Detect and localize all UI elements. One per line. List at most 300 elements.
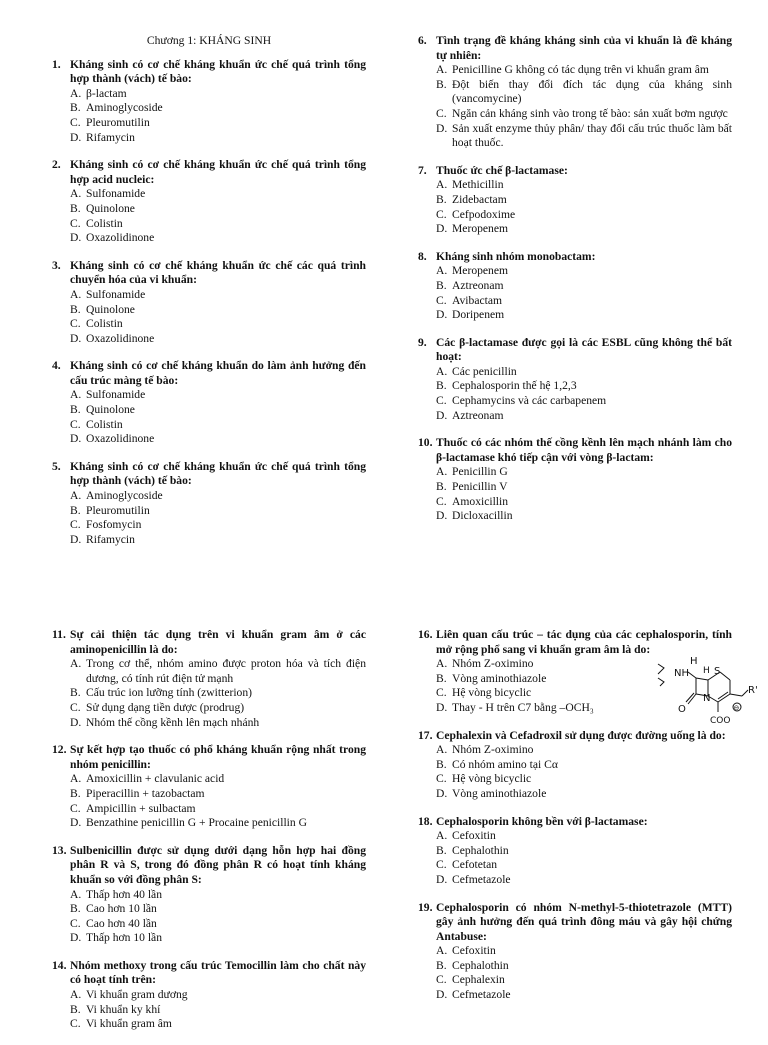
- option-text: Vòng aminothiazole: [452, 786, 547, 800]
- answer-option[interactable]: [436, 858, 732, 873]
- question-stem: [52, 460, 366, 489]
- option-list: [436, 465, 732, 523]
- option-letter: A.: [436, 743, 448, 757]
- answer-option[interactable]: [70, 403, 366, 418]
- answer-option[interactable]: [436, 829, 732, 844]
- option-letter: B.: [70, 503, 81, 517]
- option-text: Doripenem: [452, 308, 505, 322]
- question-text: Kháng sinh có cơ chế kháng khuẩn ức chế quá trình tổng hợp thành (vách) tế bào:: [70, 459, 366, 488]
- option-text: Aminoglycoside: [86, 101, 163, 115]
- answer-option[interactable]: [436, 758, 732, 773]
- question-text: Cephalosporin có nhóm N-methyl-5-thiotetrazole (MTT) gây ảnh hưởng đến quá trình đông máu và gây hội chứng Antabuse:: [436, 900, 732, 943]
- option-text: Cefmetazole: [452, 872, 511, 886]
- option-letter: D.: [70, 231, 82, 245]
- question-number: 18.: [418, 814, 433, 828]
- answer-option[interactable]: [436, 495, 732, 510]
- option-text: Pleuromutilin: [86, 115, 150, 129]
- answer-option[interactable]: [436, 844, 732, 859]
- option-text: Pleuromutilin: [86, 503, 150, 517]
- option-text: Vi khuẩn gram âm: [86, 1017, 172, 1031]
- answer-option[interactable]: [70, 931, 366, 946]
- option-letter: A.: [70, 657, 82, 671]
- option-text: Cephalosporin thế hệ 1,2,3: [452, 379, 577, 393]
- answer-option[interactable]: [70, 533, 366, 548]
- option-letter: A.: [436, 944, 448, 958]
- answer-option[interactable]: [436, 480, 732, 495]
- answer-option[interactable]: [70, 217, 366, 232]
- option-letter: C.: [70, 518, 81, 532]
- option-list: [436, 178, 732, 236]
- question-list: [52, 58, 366, 548]
- answer-option[interactable]: [436, 294, 732, 309]
- left-top-column: [52, 34, 366, 560]
- question-stem: [418, 815, 732, 830]
- right-top-column: [418, 34, 732, 537]
- answer-option[interactable]: [70, 231, 366, 246]
- option-text: Avibactam: [452, 293, 503, 307]
- question-item: [52, 158, 366, 246]
- option-text: Aminoglycoside: [86, 489, 163, 503]
- option-letter: D.: [436, 308, 448, 322]
- option-text: Aztreonam: [452, 408, 504, 422]
- option-letter: C.: [436, 207, 447, 221]
- answer-option[interactable]: [70, 303, 366, 318]
- option-letter: D.: [70, 931, 82, 945]
- option-text: Ampicillin + sulbactam: [86, 801, 196, 815]
- answer-option[interactable]: [70, 816, 366, 831]
- question-text: Tình trạng đề kháng kháng sinh của vi khuẩn là đề kháng tự nhiên:: [436, 34, 732, 62]
- answer-option[interactable]: [70, 518, 366, 533]
- question-item: [418, 250, 732, 323]
- answer-option[interactable]: [436, 509, 732, 524]
- option-text: Colistin: [86, 417, 123, 431]
- question-number: 13.: [52, 843, 67, 857]
- question-number: 4.: [52, 359, 61, 373]
- question-number: 12.: [52, 743, 67, 757]
- option-list: [70, 772, 366, 830]
- option-text: Các penicillin: [452, 364, 517, 378]
- question-stem: [418, 901, 732, 945]
- answer-option[interactable]: [70, 802, 366, 817]
- question-stem: [52, 359, 366, 388]
- question-number: 3.: [52, 258, 61, 272]
- answer-option[interactable]: [436, 365, 732, 380]
- question-text: Thuốc có các nhóm thế cồng kềnh lên mạch nhánh làm cho β-lactamase khó tiếp cận với vòng β-lactam:: [436, 436, 732, 464]
- answer-option[interactable]: [70, 388, 366, 403]
- option-text: Ngăn cản kháng sinh vào trong tế bào: sản xuất bơm ngược: [452, 106, 728, 120]
- answer-option[interactable]: [436, 78, 732, 107]
- answer-option[interactable]: [70, 87, 366, 102]
- answer-option[interactable]: [436, 63, 732, 78]
- option-text: Rifamycin: [86, 130, 135, 144]
- question-stem: [52, 259, 366, 288]
- question-item: [52, 359, 366, 447]
- option-letter: A.: [70, 187, 82, 201]
- option-text: Rifamycin: [86, 532, 135, 546]
- question-number: 19.: [418, 900, 433, 914]
- question-item: [418, 336, 732, 424]
- option-list: [70, 87, 366, 145]
- question-text: Kháng sinh có cơ chế kháng khuẩn ức chế quá trình tổng hợp acid nucleic:: [70, 158, 366, 186]
- option-letter: B.: [436, 480, 447, 494]
- option-text: Cefmetazole: [452, 988, 511, 1002]
- question-item: [418, 901, 732, 1003]
- answer-option[interactable]: [70, 988, 366, 1003]
- structure-label: O: [678, 704, 686, 715]
- option-letter: D.: [436, 872, 448, 886]
- answer-option[interactable]: [70, 1003, 366, 1018]
- answer-option[interactable]: [436, 122, 732, 151]
- answer-option[interactable]: [436, 988, 732, 1003]
- option-text: Cephalexin: [452, 973, 505, 987]
- option-letter: A.: [70, 388, 82, 402]
- answer-option[interactable]: [70, 432, 366, 447]
- question-stem: [52, 844, 366, 888]
- question-number: 10.: [418, 436, 433, 450]
- option-text: Cefoxitin: [452, 829, 496, 843]
- option-text: Sulfonamide: [86, 287, 146, 301]
- option-text: Đột biến thay đổi đích tác dụng của kháng sinh (vancomycine): [452, 77, 732, 106]
- question-number: 9.: [418, 335, 427, 349]
- question-number: 8.: [418, 249, 427, 263]
- option-letter: B.: [70, 403, 81, 417]
- option-letter: D.: [70, 532, 82, 546]
- option-letter: B.: [70, 902, 81, 916]
- answer-option[interactable]: [436, 394, 732, 409]
- question-number: 17.: [418, 728, 433, 742]
- question-item: [418, 815, 732, 888]
- answer-option[interactable]: [436, 787, 732, 802]
- question-item: [52, 743, 366, 831]
- answer-option[interactable]: [70, 902, 366, 917]
- answer-option[interactable]: [436, 308, 732, 323]
- option-list: [436, 264, 732, 322]
- answer-option[interactable]: [436, 873, 732, 888]
- option-text: Quinolone: [86, 201, 135, 215]
- option-letter: A.: [70, 887, 82, 901]
- question-stem: [418, 336, 732, 365]
- question-stem: [52, 628, 366, 657]
- option-list: [70, 388, 366, 446]
- option-letter: C.: [70, 417, 81, 431]
- answer-option[interactable]: [70, 787, 366, 802]
- answer-option[interactable]: [436, 264, 732, 279]
- option-letter: D.: [70, 432, 82, 446]
- question-text: Kháng sinh có cơ chế kháng khuẩn ức chế quá trình tổng hợp thành (vách) tế bào:: [70, 57, 366, 86]
- option-text: Thấp hơn 10 lần: [86, 931, 162, 945]
- option-letter: D.: [70, 331, 82, 345]
- option-list: [436, 743, 732, 801]
- option-text: Cefpodoxime: [452, 207, 516, 221]
- option-text: Vòng aminothiazole: [452, 671, 547, 685]
- answer-option[interactable]: [436, 409, 732, 424]
- option-text: Colistin: [86, 216, 123, 230]
- question-item: [52, 628, 366, 730]
- option-list: [70, 657, 366, 730]
- question-text: Sulbenicillin được sử dụng dưới dạng hỗn hợp hai đồng phân R và S, trong đó đồng phân R có hoạt tính kháng khuẩn so với đồng phân S:: [70, 843, 366, 886]
- option-letter: C.: [70, 700, 81, 714]
- answer-option[interactable]: [70, 317, 366, 332]
- option-letter: D.: [436, 786, 448, 800]
- option-text: Zidebactam: [452, 192, 507, 206]
- answer-option[interactable]: [436, 465, 732, 480]
- option-letter: A.: [70, 988, 82, 1002]
- option-text: Amoxicillin + clavulanic acid: [86, 772, 225, 786]
- option-text: Vi khuẩn ky khí: [86, 1002, 161, 1016]
- question-item: [418, 164, 732, 237]
- answer-option[interactable]: [436, 973, 732, 988]
- option-letter: A.: [70, 287, 82, 301]
- option-letter: A.: [436, 465, 448, 479]
- structure-label: H: [703, 666, 710, 676]
- option-text: β-lactam: [86, 86, 127, 100]
- question-stem: [52, 959, 366, 988]
- question-number: 14.: [52, 958, 67, 972]
- option-text: Thấp hơn 40 lần: [86, 887, 162, 901]
- question-item: [418, 729, 732, 802]
- option-letter: B.: [436, 278, 447, 292]
- structure-label: NH: [674, 668, 689, 679]
- option-text: Cephalothin: [452, 958, 509, 972]
- answer-option[interactable]: [436, 959, 732, 974]
- option-text: Methicillin: [452, 178, 504, 192]
- answer-option[interactable]: [70, 917, 366, 932]
- option-letter: D.: [436, 700, 448, 714]
- option-text: Oxazolidinone: [86, 432, 155, 446]
- option-text: Penicillin V: [452, 480, 508, 494]
- question-stem: [418, 436, 732, 465]
- answer-option[interactable]: [70, 288, 366, 303]
- answer-option[interactable]: [436, 743, 732, 758]
- question-number: 1.: [52, 57, 61, 71]
- option-text: Colistin: [86, 317, 123, 331]
- question-text: Liên quan cấu trúc – tác dụng của các cephalosporin, tính mở rộng phổ sang vi khuẩn gram âm là do:: [436, 628, 732, 656]
- answer-option[interactable]: [70, 716, 366, 731]
- option-letter: A.: [70, 772, 82, 786]
- option-letter: D.: [436, 408, 448, 422]
- option-letter: A.: [436, 63, 448, 77]
- question-text: Thuốc ức chế β-lactamase:: [436, 163, 568, 177]
- option-letter: D.: [436, 121, 448, 135]
- option-letter: D.: [436, 222, 448, 236]
- answer-option[interactable]: [70, 116, 366, 131]
- option-letter: C.: [70, 1017, 81, 1031]
- question-item: [52, 844, 366, 946]
- option-letter: B.: [436, 958, 447, 972]
- structure-label: R': [748, 685, 758, 696]
- option-text: Thay - H trên C7 bằng –OCH₃: [452, 700, 594, 714]
- question-list: [52, 628, 366, 1032]
- option-letter: A.: [436, 657, 448, 671]
- option-list: [70, 187, 366, 245]
- option-letter: B.: [70, 786, 81, 800]
- question-text: Sự kết hợp tạo thuốc có phổ kháng khuẩn rộng nhất trong nhóm penicillin:: [70, 743, 366, 771]
- question-item: [52, 259, 366, 347]
- question-stem: [418, 250, 732, 265]
- option-list: [436, 365, 732, 423]
- option-text: Cefotetan: [452, 858, 498, 872]
- option-letter: B.: [70, 1002, 81, 1016]
- option-text: Sulfonamide: [86, 388, 146, 402]
- option-text: Meropenem: [452, 264, 509, 278]
- answer-option[interactable]: [70, 686, 366, 701]
- answer-option[interactable]: [70, 101, 366, 116]
- option-letter: A.: [70, 489, 82, 503]
- question-text: Sự cải thiện tác dụng trên vi khuẩn gram âm ở các aminopenicillin là do:: [70, 628, 366, 656]
- option-letter: D.: [70, 715, 82, 729]
- question-text: Kháng sinh có cơ chế kháng khuẩn do làm ảnh hưởng đến cấu trúc màng tế bào:: [70, 359, 366, 387]
- answer-option[interactable]: [70, 131, 366, 146]
- question-list: [418, 34, 732, 524]
- option-text: Trong cơ thể, nhóm amino được proton hóa và tích điện dương, có tính rút điện tử mạnh: [86, 657, 366, 685]
- answer-option[interactable]: [70, 701, 366, 716]
- answer-option[interactable]: [436, 178, 732, 193]
- option-text: Cefoxitin: [452, 944, 496, 958]
- option-text: Hệ vòng bicyclic: [452, 772, 532, 786]
- option-text: Quinolone: [86, 302, 135, 316]
- option-list: [436, 63, 732, 151]
- question-number: 6.: [418, 34, 427, 47]
- question-stem: [418, 164, 732, 179]
- option-text: Nhóm Z-oximino: [452, 657, 534, 671]
- option-list: [70, 489, 366, 547]
- answer-option[interactable]: [70, 657, 366, 686]
- structure-label: N: [703, 693, 711, 704]
- question-number: 11.: [52, 628, 66, 641]
- answer-option[interactable]: [436, 208, 732, 223]
- option-text: Meropenem: [452, 222, 509, 236]
- option-text: Oxazolidinone: [86, 231, 155, 245]
- option-letter: B.: [70, 101, 81, 115]
- question-text: Cephalexin và Cefadroxil sử dụng được đường uống là do:: [436, 728, 726, 742]
- option-letter: C.: [436, 772, 447, 786]
- option-letter: B.: [436, 757, 447, 771]
- question-number: 2.: [52, 158, 61, 172]
- option-letter: C.: [436, 973, 447, 987]
- option-text: Cephamycins và các carbapenem: [452, 394, 607, 408]
- answer-option[interactable]: [70, 187, 366, 202]
- answer-option[interactable]: [70, 202, 366, 217]
- option-text: Piperacillin + tazobactam: [86, 786, 205, 800]
- option-text: Amoxicillin: [452, 494, 509, 508]
- option-letter: D.: [70, 130, 82, 144]
- answer-option[interactable]: [70, 1017, 366, 1032]
- option-text: Vi khuẩn gram dương: [86, 988, 188, 1002]
- option-text: Oxazolidinone: [86, 331, 155, 345]
- answer-option[interactable]: [436, 279, 732, 294]
- question-item: [418, 34, 732, 151]
- answer-option[interactable]: [70, 772, 366, 787]
- answer-option[interactable]: [436, 193, 732, 208]
- option-text: Cephalothin: [452, 843, 509, 857]
- answer-option[interactable]: [70, 888, 366, 903]
- option-list: [70, 988, 366, 1032]
- option-letter: C.: [70, 115, 81, 129]
- option-text: Benzathine penicillin G + Procaine penicillin G: [86, 816, 307, 830]
- answer-option[interactable]: [70, 418, 366, 433]
- question-stem: [52, 158, 366, 187]
- option-letter: B.: [70, 302, 81, 316]
- option-letter: B.: [70, 686, 81, 700]
- question-text: Các β-lactamase được gọi là các ESBL cũng không thể bất hoạt:: [436, 335, 732, 364]
- answer-option[interactable]: [436, 379, 732, 394]
- option-letter: C.: [70, 216, 81, 230]
- answer-option[interactable]: [436, 222, 732, 237]
- option-text: Fosfomycin: [86, 518, 142, 532]
- question-number: 16.: [418, 628, 433, 641]
- option-letter: B.: [436, 77, 447, 91]
- option-letter: A.: [436, 364, 448, 378]
- structure-label: H: [690, 656, 698, 667]
- option-letter: D.: [436, 988, 448, 1002]
- answer-option[interactable]: [70, 489, 366, 504]
- option-text: Hệ vòng bicyclic: [452, 686, 532, 700]
- option-letter: D.: [70, 816, 82, 830]
- option-letter: D.: [436, 509, 448, 523]
- question-text: Kháng sinh có cơ chế kháng khuẩn ức chế các quá trình chuyển hóa của vi khuẩn:: [70, 258, 366, 287]
- option-letter: B.: [436, 379, 447, 393]
- question-text: Cephalosporin không bền với β-lactamase:: [436, 814, 648, 828]
- option-letter: A.: [436, 178, 448, 192]
- option-text: Nhóm Z-oximino: [452, 743, 534, 757]
- question-item: [52, 959, 366, 1032]
- option-letter: B.: [436, 192, 447, 206]
- question-item: [418, 436, 732, 524]
- option-letter: B.: [436, 843, 447, 857]
- cephalosporin-structure-image: [648, 652, 760, 726]
- option-letter: A.: [436, 264, 448, 278]
- answer-option[interactable]: [70, 332, 366, 347]
- option-letter: A.: [70, 86, 82, 100]
- option-text: Penicillin G: [452, 465, 508, 479]
- answer-option[interactable]: [436, 107, 732, 122]
- option-text: Aztreonam: [452, 278, 504, 292]
- structure-label: COO: [710, 716, 731, 726]
- question-stem: [52, 58, 366, 87]
- answer-option[interactable]: [436, 944, 732, 959]
- option-list: [436, 944, 732, 1002]
- option-text: Cấu trúc ion lưỡng tính (zwitterion): [86, 686, 252, 700]
- structure-label: S: [714, 666, 721, 677]
- option-list: [70, 288, 366, 346]
- option-text: Có nhóm amino tại Cα: [452, 757, 558, 771]
- question-item: [52, 58, 366, 146]
- question-item: [52, 460, 366, 548]
- answer-option[interactable]: [70, 504, 366, 519]
- question-stem: [52, 743, 366, 772]
- option-letter: C.: [70, 317, 81, 331]
- option-letter: C.: [436, 858, 447, 872]
- option-letter: C.: [436, 394, 447, 408]
- option-list: [70, 888, 366, 946]
- option-text: Cao hơn 10 lần: [86, 902, 157, 916]
- question-text: Kháng sinh nhóm monobactam:: [436, 249, 596, 263]
- option-text: Cao hơn 40 lần: [86, 916, 157, 930]
- question-stem: [418, 729, 732, 744]
- option-text: Quinolone: [86, 403, 135, 417]
- question-number: 7.: [418, 163, 427, 177]
- question-stem: [418, 34, 732, 63]
- option-text: Dicloxacillin: [452, 509, 513, 523]
- option-letter: A.: [436, 829, 448, 843]
- structure-label: ⊖: [733, 704, 740, 712]
- option-text: Penicilline G không có tác dụng trên vi khuẩn gram âm: [452, 63, 709, 77]
- answer-option[interactable]: [436, 772, 732, 787]
- option-letter: C.: [70, 801, 81, 815]
- option-letter: C.: [436, 494, 447, 508]
- option-letter: B.: [70, 201, 81, 215]
- option-list: [436, 829, 732, 887]
